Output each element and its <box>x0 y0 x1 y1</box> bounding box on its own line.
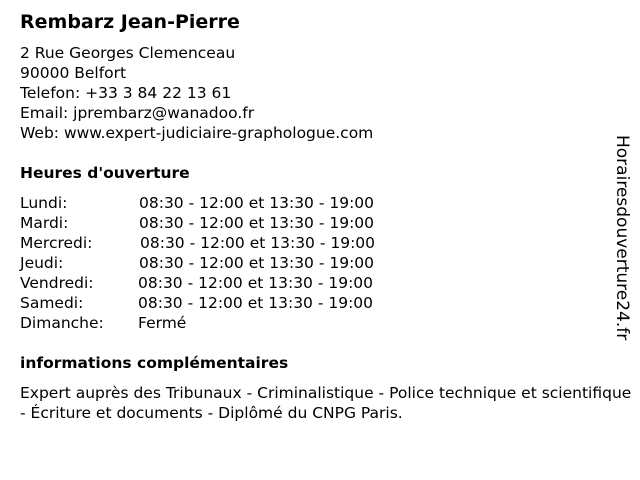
hours-value: 08:30 - 12:00 et 13:30 - 19:00 <box>138 294 374 312</box>
hours-value: 08:30 - 12:00 et 13:30 - 19:00 <box>139 254 375 272</box>
business-title: Rembarz Jean-Pierre <box>20 11 240 33</box>
hours-value: 08:30 - 12:00 et 13:30 - 19:00 <box>138 274 374 292</box>
day-label: Jeudi: <box>20 254 64 272</box>
info-text: Expert auprès des Tribunaux - Criminalistique - Police technique et scientifique - Écriture et documents - Diplômé du CNPG Paris. <box>20 384 632 422</box>
phone-line: Telefon: +33 3 84 22 13 61 <box>20 84 232 102</box>
hours-heading: Heures d'ouverture <box>20 164 190 182</box>
day-label: Dimanche: <box>20 314 104 332</box>
address-line-2: 90000 Belfort <box>20 64 127 82</box>
hours-value: Fermé <box>138 314 187 332</box>
web-line: Web: www.expert-judiciaire-graphologue.com <box>20 124 374 142</box>
hours-value: 08:30 - 12:00 et 13:30 - 19:00 <box>139 194 375 212</box>
hours-value: 08:30 - 12:00 et 13:30 - 19:00 <box>140 234 376 252</box>
day-label: Mardi: <box>20 214 69 232</box>
day-label: Samedi: <box>20 294 84 312</box>
watermark-text: Horairesdouverture24.fr <box>612 135 632 341</box>
info-heading: informations complémentaires <box>20 354 289 372</box>
contact-block <box>20 43 373 143</box>
day-label: Vendredi: <box>20 274 94 292</box>
day-label: Mercredi: <box>20 234 93 252</box>
email-line: Email: jprembarz@wanadoo.fr <box>20 104 255 122</box>
address-line-1: 2 Rue Georges Clemenceau <box>20 44 236 62</box>
hours-value: 08:30 - 12:00 et 13:30 - 19:00 <box>139 214 375 232</box>
day-label: Lundi: <box>20 194 68 212</box>
